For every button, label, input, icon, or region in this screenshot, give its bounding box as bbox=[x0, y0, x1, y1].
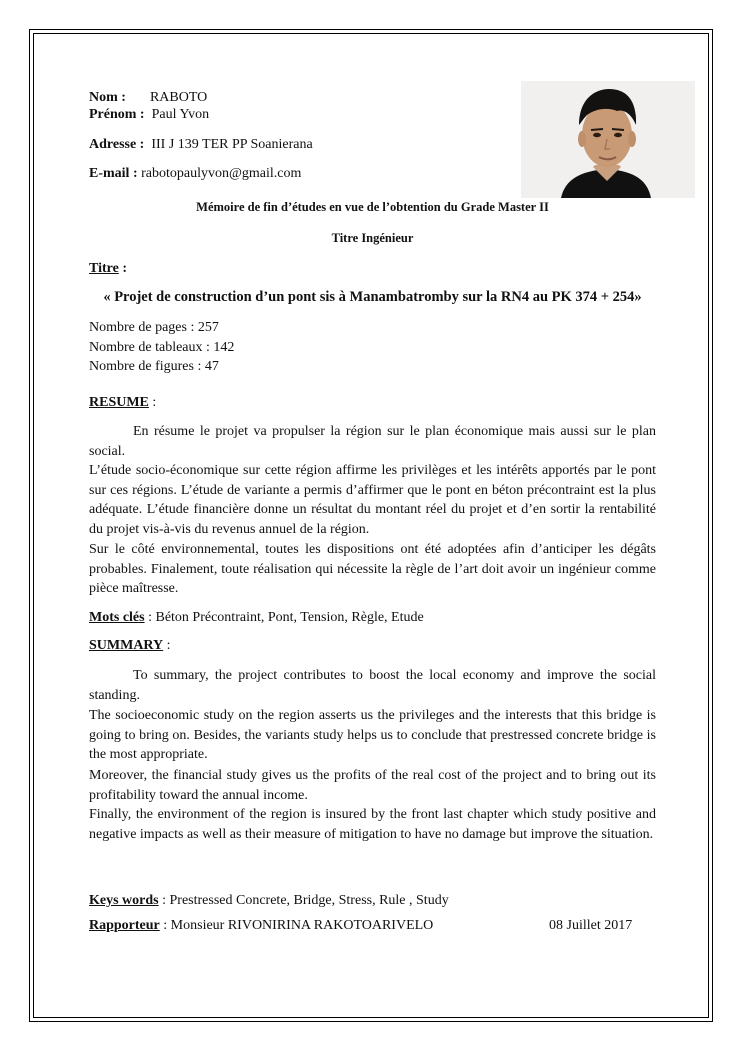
stat-tableaux: Nombre de tableaux : 142 bbox=[89, 340, 235, 355]
rapporteur-label: Rapporteur bbox=[89, 918, 160, 933]
stat-figures: Nombre de figures : 47 bbox=[89, 359, 219, 374]
summary-paragraph-3: Moreover, the financial study gives us the profits of the real cost of the project and to bring out its profitability toward the annual income. bbox=[89, 768, 656, 803]
nom-label: Nom : bbox=[89, 90, 126, 105]
adresse-value: III J 139 TER PP Soanierana bbox=[151, 137, 313, 152]
summary-paragraph-2: The socioeconomic study on the region asserts us the privileges and the interests that this bridge is going to bring on. Besides, the variants study helps us to conclude that prestressed concrete bridge is the most appropriate. bbox=[89, 708, 656, 762]
prenom-line bbox=[89, 105, 209, 125]
email-value: rabotopaulyvon@gmail.com bbox=[141, 166, 302, 181]
stat-pages: Nombre de pages : 257 bbox=[89, 320, 219, 335]
resume-paragraph-2: L’étude socio-économique sur cette région affirme les privilèges et les intérêts apportés par le pont sur ces régions. L’étude de variante a permis d’affirmer que le pont en béton précontraint est la plus adéquate. L’étude financière donne un résultat du montant réel du projet et d’en sortir la rentabilité du projet vis-à-vis du revenus annuel de la région. bbox=[89, 463, 656, 537]
summary-colon: : bbox=[163, 638, 171, 653]
titre-ingenieur-heading: Titre Ingénieur bbox=[331, 231, 414, 245]
resume-colon: : bbox=[148, 395, 157, 410]
rapporteur-line bbox=[89, 916, 433, 936]
prenom-label: Prénom : bbox=[89, 107, 145, 122]
email-line bbox=[89, 164, 301, 184]
project-title: « Projet de construction d’un pont sis à Manambatromby sur la RN4 au PK 374 + 254» bbox=[103, 289, 642, 305]
mots-cles-label: Mots clés bbox=[89, 610, 145, 625]
adresse-label: Adresse : bbox=[89, 137, 145, 152]
rapporteur-date: 08 Juillet 2017 bbox=[549, 918, 633, 933]
portrait-photo bbox=[521, 81, 695, 198]
titre-label: Titre bbox=[89, 261, 119, 276]
resume-paragraph-3: Sur le côté environnemental, toutes les dispositions ont été adoptées afin d’anticiper les dégâts probables. Finalement, toute réalisation qui nécessite la règle de l’art doit avoir un ingénieur comme pièce maîtresse. bbox=[89, 542, 656, 596]
titre-label-line bbox=[89, 259, 127, 279]
memoire-heading: Mémoire de fin d’études en vue de l’obtention du Grade Master II bbox=[196, 200, 549, 214]
keys-words-value: : Prestressed Concrete, Bridge, Stress, Rule , Study bbox=[158, 893, 449, 908]
email-label: E-mail : bbox=[89, 166, 138, 181]
summary-heading bbox=[89, 636, 171, 656]
summary-label: SUMMARY bbox=[89, 638, 164, 653]
keys-words-line bbox=[89, 891, 449, 911]
rapporteur-value: : Monsieur RIVONIRINA RAKOTOARIVELO bbox=[159, 918, 434, 933]
mots-cles-value: : Béton Précontraint, Pont, Tension, Règle, Etude bbox=[144, 610, 424, 625]
resume-heading bbox=[89, 393, 156, 413]
adresse-line bbox=[89, 135, 313, 155]
mots-cles-line bbox=[89, 608, 424, 628]
summary-paragraph-1: To summary, the project contributes to boost the local economy and improve the social standing. bbox=[89, 668, 656, 703]
resume-label: RESUME bbox=[89, 395, 149, 410]
titre-colon: : bbox=[118, 261, 127, 276]
keys-words-label: Keys words bbox=[89, 893, 159, 908]
prenom-value: Paul Yvon bbox=[151, 107, 210, 122]
summary-paragraph-4: Finally, the environment of the region is insured by the front last chapter which study positive and negative impacts as well as their measure of mitigation to have no damage but improve the situation. bbox=[89, 807, 656, 842]
resume-paragraph-1: En résume le projet va propulser la région sur le plan économique mais aussi sur le plan social. bbox=[89, 424, 656, 459]
nom-value: RABOTO bbox=[149, 90, 208, 105]
